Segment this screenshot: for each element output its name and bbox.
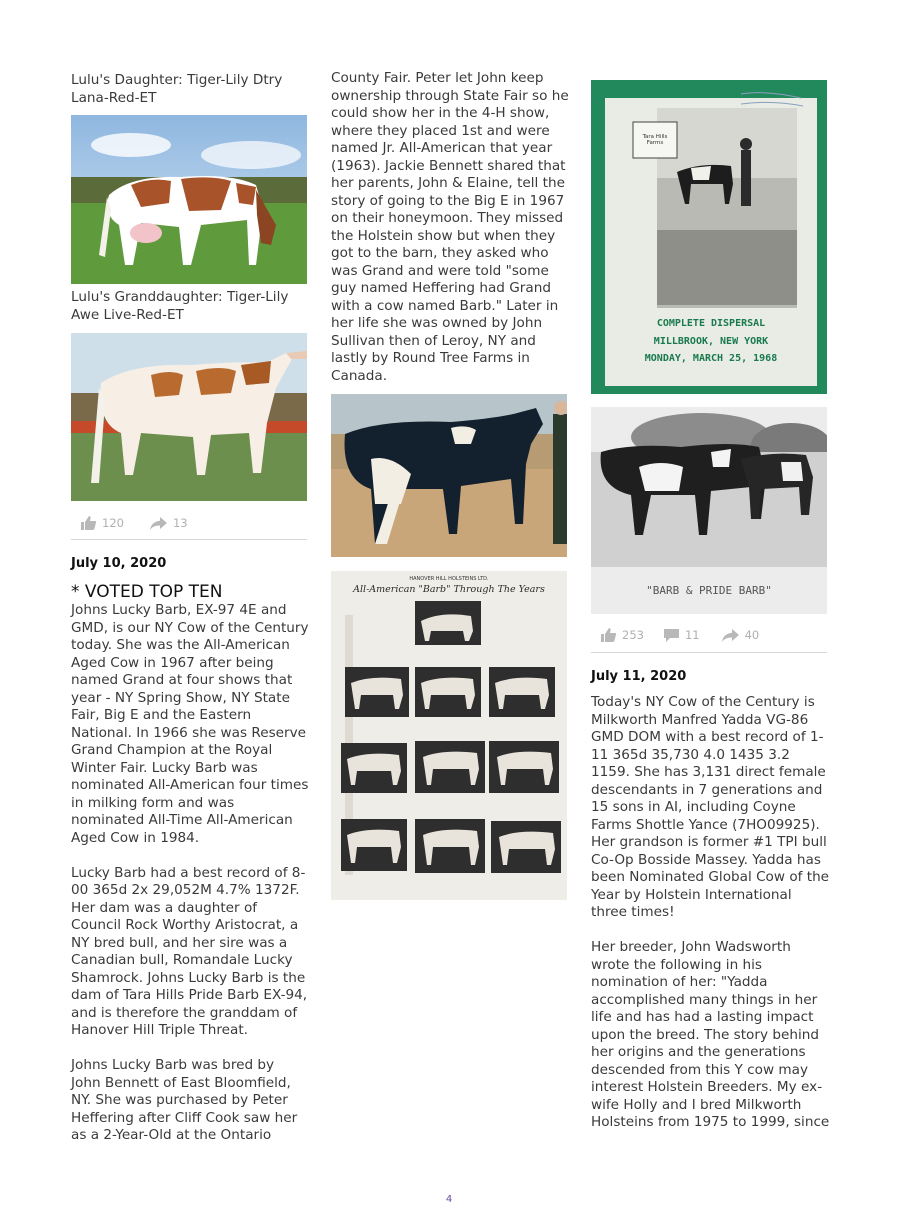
post-july10 <box>71 556 307 1145</box>
like-count: 120 <box>102 516 124 530</box>
share-icon[interactable] <box>150 517 167 530</box>
photo-red-white-cow-grazing <box>71 115 307 284</box>
photo-caption-barb: "BARB & PRIDE BARB" <box>646 584 772 597</box>
page-number: 4 <box>445 1194 453 1205</box>
share-count: 13 <box>172 516 188 530</box>
post-paragraph-1: Today's NY Cow of the Century is Milkworth Manfred Yadda VG-86 GMD DOM with a best record of 1-11 365d 35,730 4.0 1435 3.2 1159. She has 3,131 direct female descendants in 7 generations and 15 sons in AI, including Coyne Farms Shottle Yance (7HO09925). Her grandson is former #1 TPI bull Co-Op Bosside Massey. Yadda has been Nominated Global Cow of the Year by Holstein International three times! <box>591 694 830 920</box>
divider <box>591 652 827 653</box>
poster-title: All-American "Barb" Through The Years <box>353 584 545 595</box>
post-stats-july11 <box>600 624 759 646</box>
post-july11 <box>591 669 830 1132</box>
like-icon[interactable] <box>600 628 616 642</box>
divider <box>71 539 307 540</box>
share-count: 40 <box>744 628 760 642</box>
column-1-mid <box>71 289 307 324</box>
story-continuation: County Fair. Peter let John keep ownership through State Fair so he could show her in the 4-H show, where they placed 1st and were named Jr. All-American that year (1963). Jackie Bennett shared that her parents, John & Elaine, tell the story of going to the Big E in 1967 on their honeymoon. They missed the Holstein show but when they got to the barn, they asked who was Grand and were told "some guy named Heffering had Grand with a cow named Barb." Later in her life she was owned by John Sullivan then of Leroy, NY and lastly by Round Tree Farms in Canada. <box>331 70 569 384</box>
post-headline: * VOTED TOP TEN <box>71 582 223 602</box>
catalog-sign: Tara Hills Farms <box>642 134 668 146</box>
share-icon[interactable] <box>722 629 739 642</box>
post-paragraph-2: Her breeder, John Wadsworth wrote the following in his nomination of her: "Yadda accomplished many things in her life and has had a lasting impact upon the breed. The story behind her origins and the generations descended from this Y cow may interest Holstein Breeders. My ex-wife Holly and I bred Milkworth Holsteins from 1975 to 1999, since <box>591 939 830 1130</box>
post-stats-july10 <box>80 512 188 534</box>
poster-all-american-barb <box>331 571 567 900</box>
column-2 <box>331 70 567 385</box>
catalog-line-3: MONDAY, MARCH 25, 1968 <box>644 353 778 364</box>
post-date: July 10, 2020 <box>71 556 167 571</box>
post-paragraph-1: Johns Lucky Barb, EX-97 4E and GMD, is our NY Cow of the Century today. She was the All-American Aged Cow in 1967 after being named Grand at four shows that year - NY Spring Show, NY State Fair, Big E and the Eastern National. In 1966 she was Reserve Grand Champion at the Royal Winter Fair. Lucky Barb was nominated All-American four times in milking form and was nominated All-Time All-American Aged Cow in 1984. <box>71 602 309 846</box>
comment-icon[interactable] <box>664 629 679 642</box>
catalog-line-1: COMPLETE DISPERSAL <box>656 318 766 329</box>
dispersal-sale-catalog <box>591 80 827 394</box>
photo-color-cow-with-handler <box>331 394 567 557</box>
photo-red-white-cow-show <box>71 333 307 501</box>
post-date: July 11, 2020 <box>591 669 687 684</box>
catalog-line-2: MILLBROOK, NEW YORK <box>653 336 769 347</box>
photo-caption-daughter: Lulu's Daughter: Tiger-Lily Dtry Lana-Red-ET <box>71 72 283 106</box>
post-paragraph-3: Johns Lucky Barb was bred by John Bennett of East Bloomfield, NY. She was purchased by Peter Heffering after Cliff Cook saw her as a 2-Year-Old at the Ontario <box>71 1057 298 1143</box>
like-count: 253 <box>622 628 644 642</box>
photo-caption-granddaughter: Lulu's Granddaughter: Tiger-Lily Awe Live-Red-ET <box>71 289 289 323</box>
comment-count: 11 <box>684 628 700 642</box>
like-icon[interactable] <box>80 516 96 530</box>
post-paragraph-2: Lucky Barb had a best record of 8-00 365d 2x 29,052M 4.7% 1372F. Her dam was a daughter of Council Rock Worthy Aristocrat, a NY bred bull, and her sire was a Canadian bull, Romandale Lucky Shamrock. Johns Lucky Barb is the dam of Tara Hills Pride Barb EX-94, and is therefore the granddam of Hanover Hill Triple Threat. <box>71 864 308 1038</box>
poster-top-line: HANOVER HILL HOLSTEINS LTD. <box>409 576 489 582</box>
photo-barb-and-pride-barb <box>591 407 827 614</box>
